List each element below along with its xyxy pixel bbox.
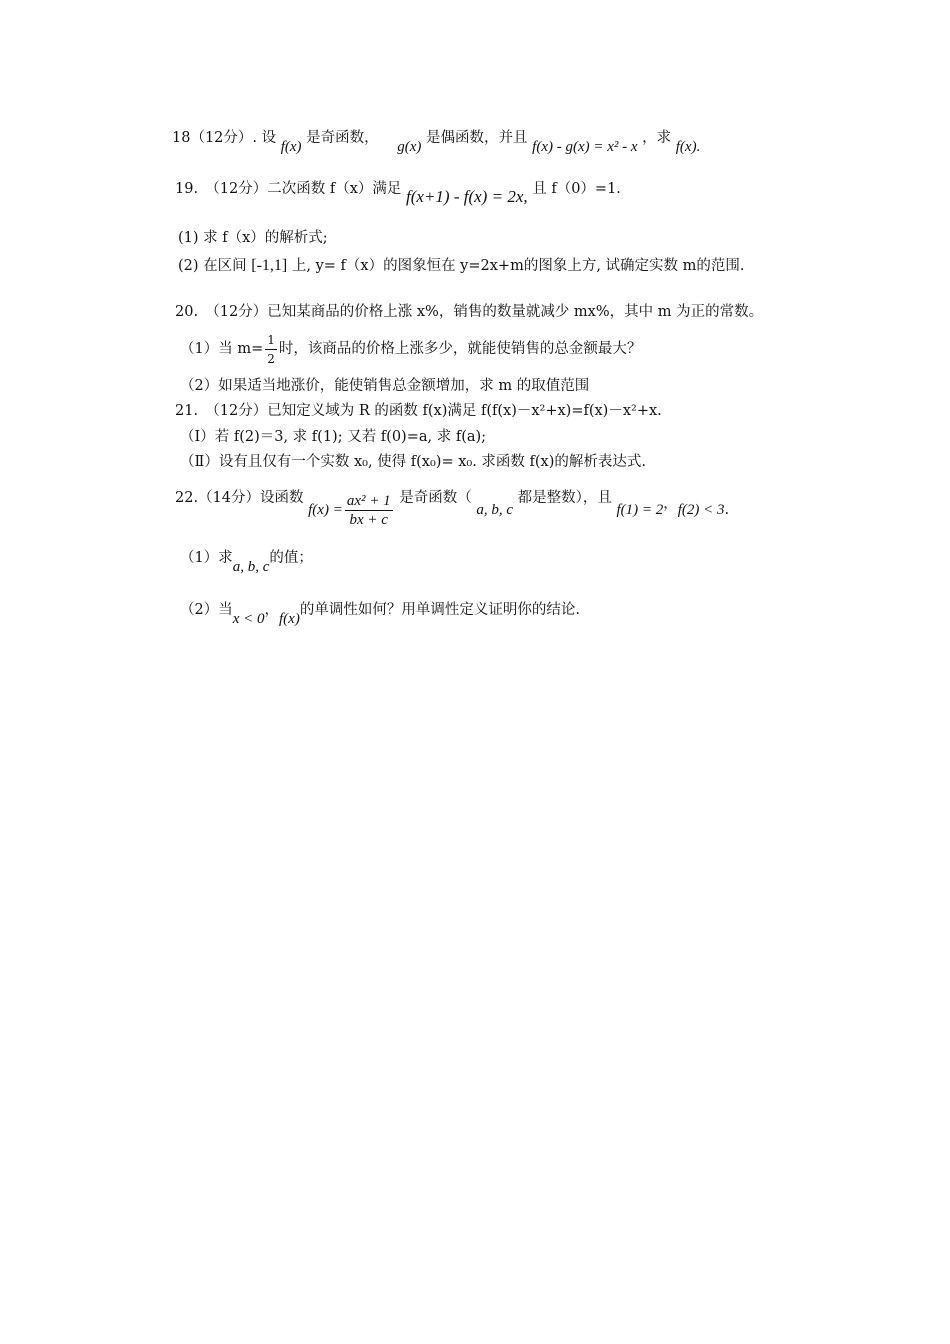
- q22-abc: a, b, c: [476, 502, 513, 518]
- q22-comma: ，: [663, 496, 678, 512]
- q22-p1abc: a, b, c: [232, 559, 270, 575]
- q22-dot: .: [724, 502, 730, 518]
- q22-cond1: f(1) = 2: [616, 502, 664, 518]
- q22-fraction: [345, 492, 393, 529]
- q18-t3: ，求: [642, 130, 672, 146]
- q22-p1b: 的值；: [269, 550, 313, 566]
- q19-p2b: 上, y= f（x）的图象恒在 y=2x+m的图象上方, 试确定实数 m的范围.: [291, 258, 745, 274]
- q22-p2b: 的单调性如何？用单调性定义证明你的结论.: [299, 602, 580, 618]
- q19-part1: (1) 求 f（x）的解析式;: [178, 230, 328, 246]
- q19-prefix: 19. （12分）二次函数 f（x）满足: [175, 181, 402, 197]
- q19-t1: 且 f（0）=1.: [532, 181, 621, 197]
- q22-p2a: （2）当: [180, 602, 233, 618]
- q22-prefix: 22.（14分）设函数: [175, 490, 304, 506]
- q20-part2: （2）如果适当地涨价，能使销售总金额增加，求 m 的取值范围: [180, 378, 590, 394]
- q18-g: g(x): [397, 139, 422, 155]
- q22-p2cond: x < 0: [232, 611, 265, 627]
- q18-t1: 是奇函数，: [306, 130, 379, 146]
- q22-t1: 是奇函数（: [399, 490, 472, 506]
- q21-line: 21. （12分）已知定义域为 R 的函数 f(x)满足 f(f(x)－x²+x)=f(x)－x²+x.: [175, 403, 662, 419]
- q19-p2a: (2) 在区间: [178, 258, 247, 274]
- q22-line: [175, 484, 729, 536]
- q22-p1a: （1）求: [180, 550, 233, 566]
- q20-fraction: [265, 331, 277, 368]
- q22-frac-den: bx + c: [349, 511, 388, 528]
- q20-p1b: 时，该商品的价格上涨多少，就能使销售的总金额最大？: [278, 341, 642, 357]
- q20-frac-den: 2: [267, 351, 275, 366]
- q22-part2: [180, 600, 580, 627]
- q19-part2: [178, 256, 745, 276]
- q21-part2: （Ⅱ）设有且仅有一个实数 x₀, 使得 f(x₀)= x₀. 求函数 f(x)的解析表达式.: [180, 454, 646, 470]
- q22-frac-num: ax² + 1: [346, 492, 391, 509]
- q22-p2f: f(x): [279, 611, 300, 627]
- q18-line: [172, 128, 701, 155]
- q20-frac-num: 1: [265, 331, 277, 350]
- q22-fx: f(x) =: [308, 502, 343, 518]
- q21-part1: （Ⅰ）若 f(2)＝3, 求 f(1); 又若 f(0)=a, 求 f(a);: [180, 429, 487, 445]
- q22-part1: [180, 548, 313, 575]
- q18-prefix: 18（12分）. 设: [172, 130, 277, 146]
- q20-line: 20. （12分）已知某商品的价格上涨 x%，销售的数量就减少 mx%，其中 m 为正的常数。: [175, 304, 764, 320]
- q18-f: f(x): [280, 139, 302, 155]
- q19-eq: f(x+1) - f(x) = 2x,: [406, 187, 528, 206]
- q22-cond2: f(2) < 3: [677, 502, 725, 518]
- q18-t2: 是偶函数，并且: [426, 130, 528, 146]
- q19-interval: [-1,1]: [251, 257, 288, 274]
- q18-eq: f(x) - g(x) = x² - x: [532, 139, 638, 155]
- q18-end: f(x).: [675, 139, 701, 155]
- q19-line: [175, 178, 621, 206]
- q20-p1a: （1）当 m=: [180, 341, 264, 357]
- q22-p2comma: ，: [264, 602, 280, 618]
- q22-t2: 都是整数），且: [517, 490, 612, 506]
- q20-part1: [180, 330, 641, 368]
